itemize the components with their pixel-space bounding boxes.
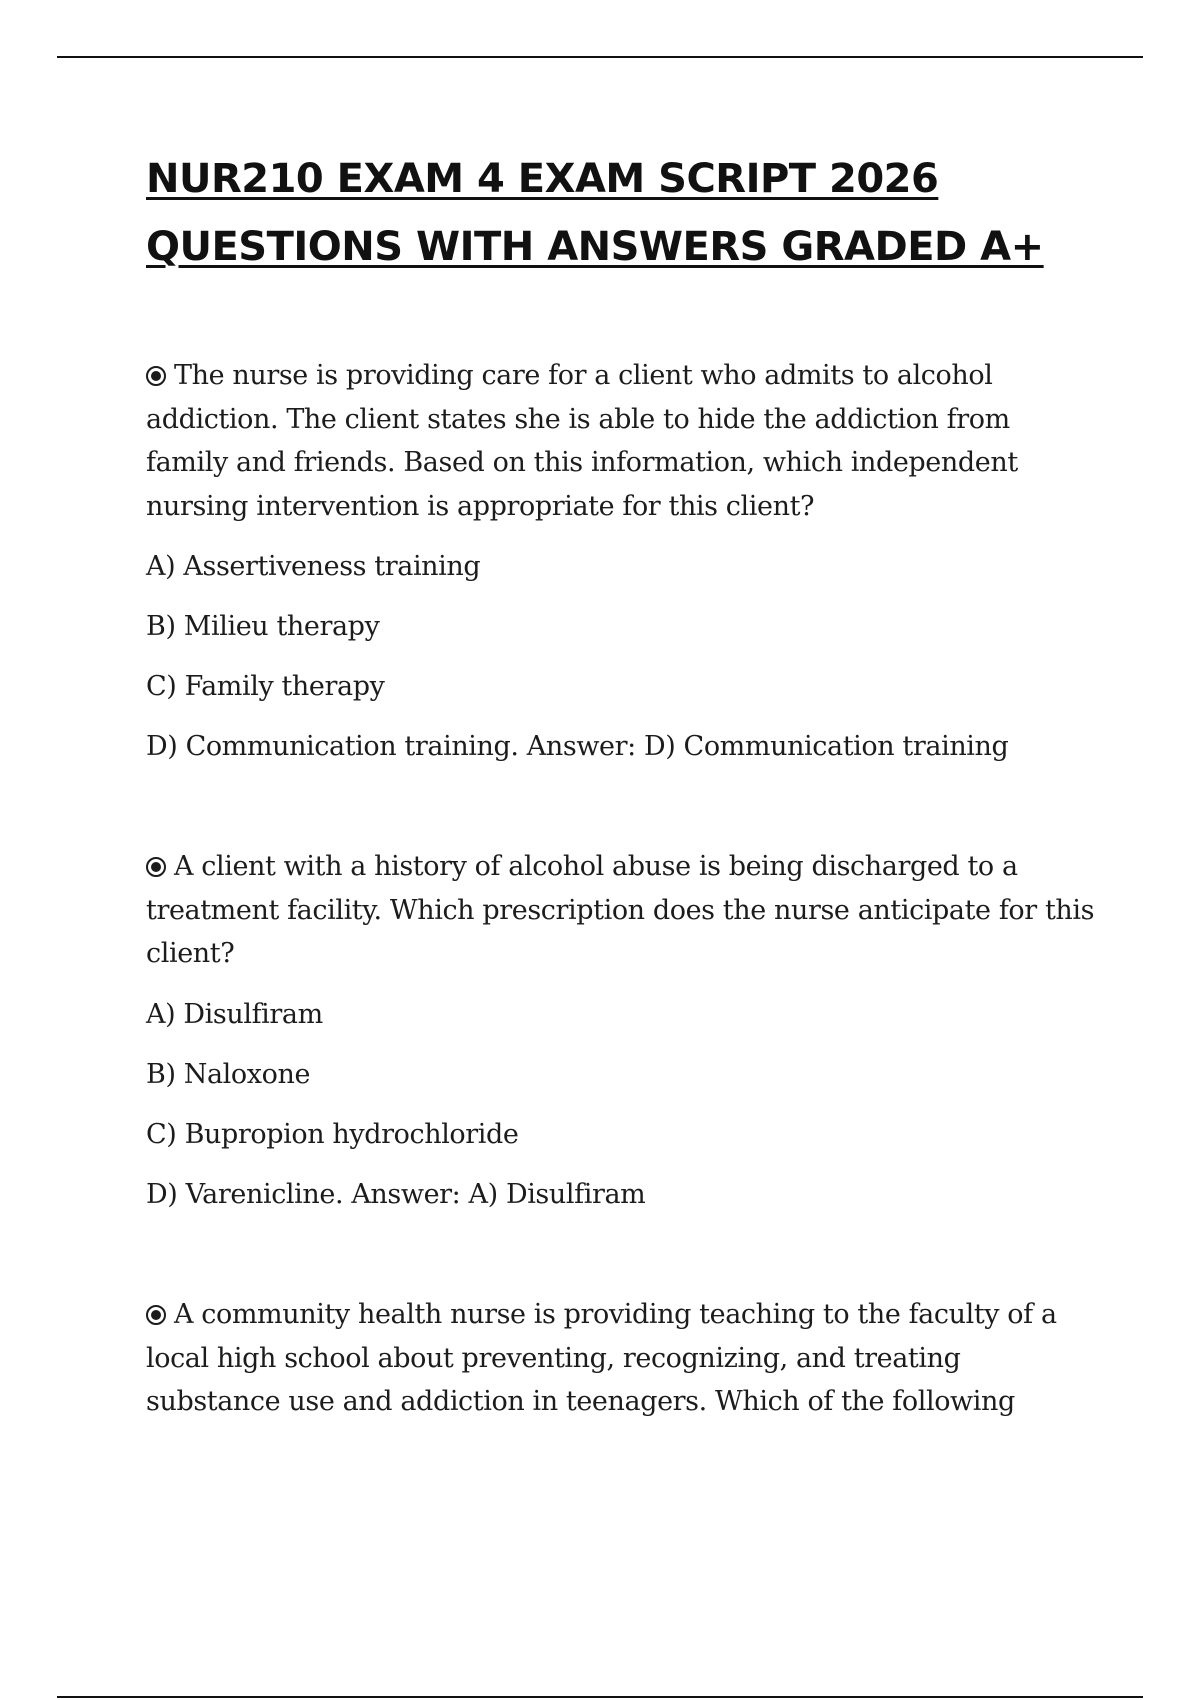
radio-bullet-icon [146, 857, 166, 877]
answer-options [146, 545, 1096, 768]
question-3 [146, 1293, 1096, 1424]
question-stem [146, 845, 1096, 976]
bottom-divider [57, 1696, 1143, 1698]
question-stem-text: A community health nurse is providing teaching to the faculty of a local high school about preventing, recognizing, and treating substance use and addiction in teenagers. Which of the following [146, 1299, 1057, 1417]
option-c: C) Bupropion hydrochloride [146, 1118, 519, 1150]
option-d-with-answer: D) Varenicline. Answer: A) Disulfiram [146, 1178, 646, 1210]
question-stem [146, 354, 1096, 528]
question-stem-text: The nurse is providing care for a client who admits to alcohol addiction. The client states she is able to hide the addiction from family and friends. Based on this information, which independent nursing intervention is appropriate for this client? [146, 360, 1018, 522]
document-title [146, 145, 1146, 281]
option-b: B) Milieu therapy [146, 611, 380, 642]
top-divider [57, 56, 1143, 58]
answer-options [146, 993, 1096, 1216]
option-a: A) Disulfiram [146, 998, 323, 1030]
option-b: B) Naloxone [146, 1058, 311, 1090]
question-stem [146, 1293, 1096, 1424]
question-1 [146, 354, 1096, 785]
question-2 [146, 845, 1096, 1233]
radio-bullet-icon [146, 366, 166, 386]
option-c: C) Family therapy [146, 671, 385, 702]
radio-bullet-icon [146, 1305, 166, 1325]
title-line-2: QUESTIONS WITH ANSWERS GRADED A+ [146, 224, 1044, 270]
option-d-with-answer: D) Communication training. Answer: D) Communication training [146, 731, 1009, 762]
title-line-1: NUR210 EXAM 4 EXAM SCRIPT 2026 [146, 156, 939, 202]
option-a: A) Assertiveness training [146, 551, 481, 582]
question-stem-text: A client with a history of alcohol abuse is being discharged to a treatment facility. Which prescription does the nurse anticipate for this client? [146, 851, 1095, 969]
